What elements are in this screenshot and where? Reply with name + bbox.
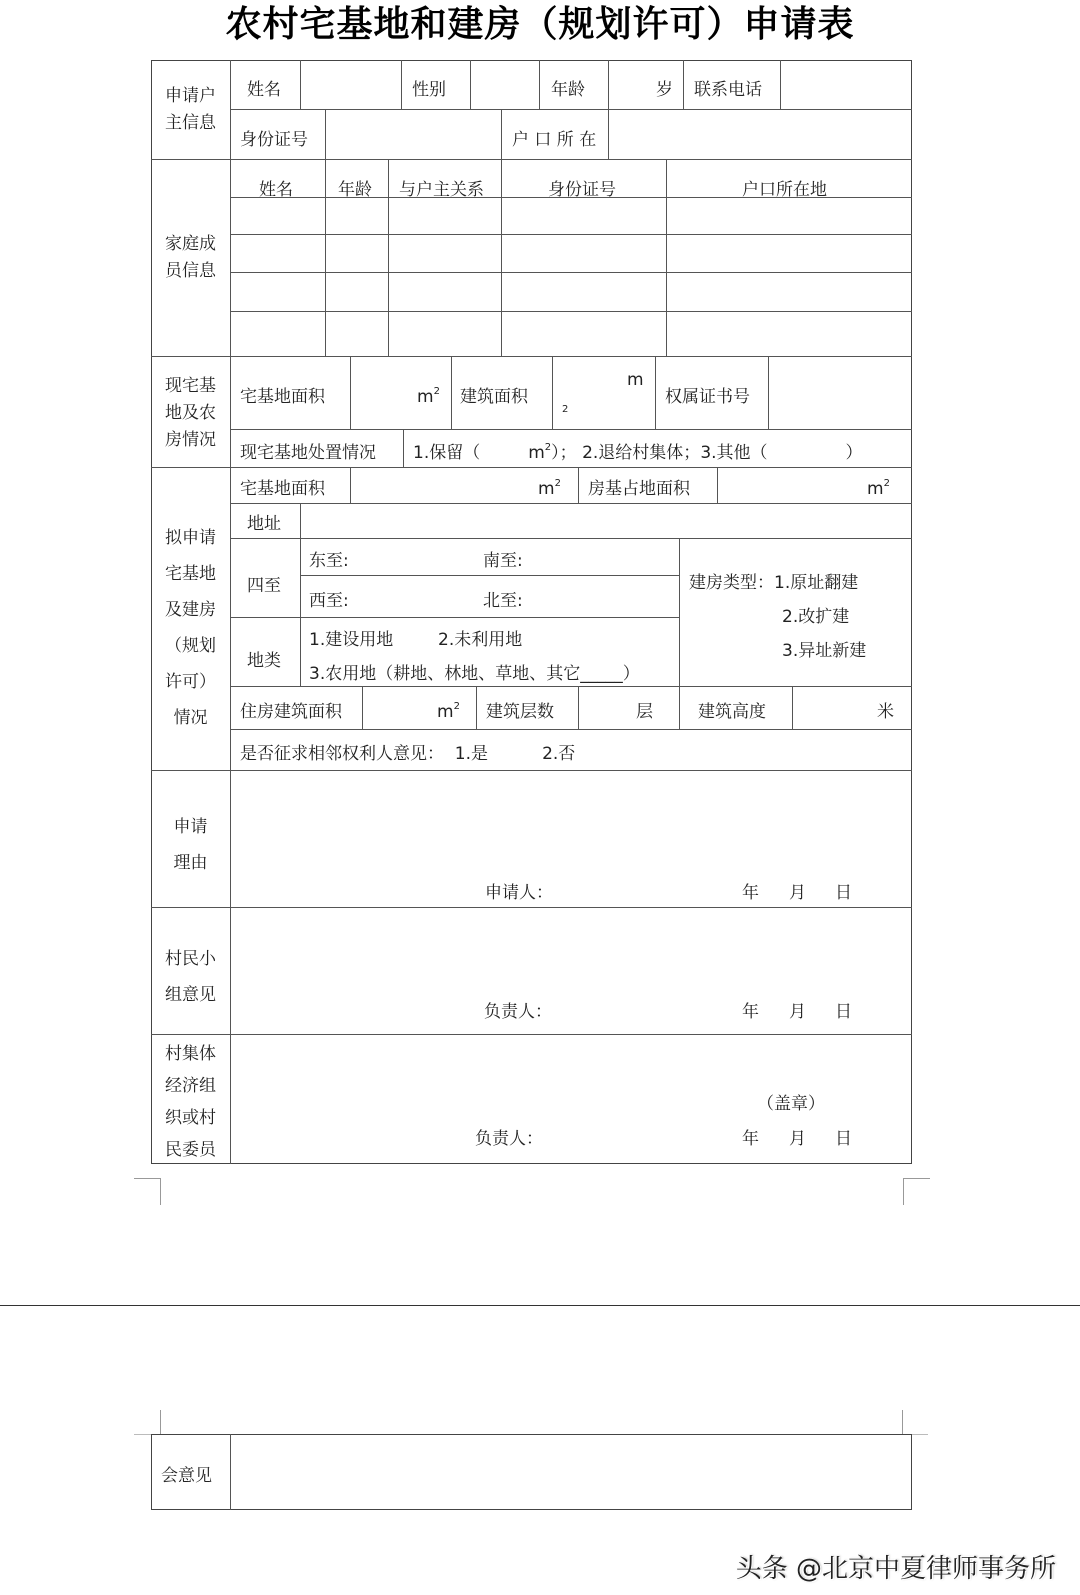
area-unit: $m^2$ (437, 701, 460, 722)
land-type-label: 地类 (247, 651, 281, 671)
cell-divider (578, 467, 579, 503)
cell-divider (470, 60, 471, 109)
reason-text-area[interactable] (232, 772, 910, 877)
row-divider (230, 686, 912, 687)
group-opinion-section-label: 村民小 组意见 (165, 949, 216, 1005)
family-col-id: 身份证号 (548, 180, 616, 200)
page-break-divider (0, 1305, 1080, 1306)
cell-divider (325, 109, 326, 159)
section-divider (151, 907, 912, 908)
family-col-hukou: 户口所在地 (742, 180, 827, 200)
north-boundary-label: 北至: (483, 591, 523, 611)
date-day: 日 (835, 1002, 852, 1022)
current-section-label: 现宅基 地及农 房情况 (165, 376, 216, 450)
crop-mark (903, 1178, 930, 1205)
cell-divider (300, 503, 301, 686)
land-type-option-construction[interactable]: 1.建设用地 (309, 630, 394, 650)
row-divider (230, 503, 912, 504)
north-boundary-field[interactable] (530, 578, 675, 615)
cell-divider (683, 60, 684, 109)
build-type-option-new-site[interactable]: 3.异址新建 (782, 641, 867, 661)
stamp-label: （盖章） (757, 1094, 825, 1114)
date-month: 月 (789, 1002, 806, 1022)
collective-signer-label: 负责人： (475, 1129, 543, 1149)
date-day: 日 (835, 883, 852, 903)
south-boundary-label: 南至: (483, 551, 523, 571)
label-column-divider (230, 60, 231, 1164)
cell-divider (679, 686, 680, 729)
cell-divider (768, 356, 769, 429)
neighbor-opinion-question[interactable]: 是否征求相邻权利人意见： 1.是 2.否 (240, 744, 576, 764)
row-divider (230, 197, 912, 198)
family-section-label: 家庭成 员信息 (165, 234, 216, 281)
collective-opinion-section-label: 村集体 经济组 织或村 民委员 (165, 1044, 216, 1160)
date-month: 月 (789, 883, 806, 903)
section-divider (151, 356, 912, 357)
applicant-id-field[interactable] (327, 111, 499, 157)
committee-opinion-text-area[interactable] (232, 1436, 910, 1508)
cell-divider (539, 60, 540, 109)
cell-divider (300, 60, 301, 109)
crop-mark (902, 1410, 903, 1434)
applicant-hukou-field[interactable] (610, 111, 910, 157)
row-divider (230, 272, 912, 273)
west-boundary-field[interactable] (355, 578, 475, 615)
land-type-option-unused[interactable]: 2.未利用地 (438, 630, 523, 650)
gender-label: 性别 (412, 80, 446, 100)
hukou-label: 户 口 所 在 (512, 130, 597, 150)
section-divider (151, 159, 912, 160)
boundaries-label: 四至 (247, 576, 281, 596)
applicant-section-label: 申请户 主信息 (165, 86, 216, 133)
family-member-row[interactable] (232, 236, 910, 271)
row-divider (300, 575, 679, 576)
south-boundary-field[interactable] (530, 541, 675, 573)
section-divider (151, 467, 912, 468)
cell-divider (451, 356, 452, 429)
date-year: 年 (742, 1002, 759, 1022)
age-label: 年龄 (551, 80, 585, 100)
east-boundary-field[interactable] (355, 541, 475, 573)
applicant-signature-label: 申请人： (485, 883, 553, 903)
applicant-name-field[interactable] (302, 62, 399, 108)
cell-divider (476, 686, 477, 729)
applicant-age-field[interactable] (610, 62, 660, 108)
current-building-area-label: 建筑面积 (460, 387, 528, 407)
east-boundary-label: 东至: (309, 551, 349, 571)
group-opinion-text-area[interactable] (232, 909, 910, 999)
cell-divider (780, 60, 781, 109)
row-divider (230, 538, 912, 539)
cell-divider (501, 109, 502, 159)
crop-mark (160, 1410, 161, 1434)
disposal-options[interactable]: 1.保留（ $m^2$）； 2.退给村集体；3.其他（ ） (413, 442, 863, 463)
section-divider (151, 1034, 912, 1035)
applicant-phone-field[interactable] (782, 62, 910, 108)
age-unit: 岁 (656, 80, 673, 100)
area-unit: $m^2$ (867, 478, 890, 499)
cell-divider (608, 109, 609, 159)
proposed-section-label: 拟申请 宅基地 及建房 （规划 许可） 情况 (165, 528, 216, 728)
crop-mark (134, 1178, 161, 1205)
cell-divider (350, 467, 351, 503)
area-unit-m: m (627, 370, 644, 390)
floors-field[interactable] (580, 688, 677, 727)
date-year: 年 (742, 883, 759, 903)
current-homestead-area-label: 宅基地面积 (240, 387, 325, 407)
name-label: 姓名 (247, 80, 281, 100)
document-title: 农村宅基地和建房（规划许可）申请表 (225, 4, 855, 45)
group-signer-label: 负责人： (484, 1002, 552, 1022)
area-unit: $m^2$ (417, 386, 440, 407)
west-boundary-label: 西至: (309, 591, 349, 611)
reason-section-label: 申请 理由 (173, 817, 208, 873)
cell-divider (679, 538, 680, 686)
applicant-gender-field[interactable] (472, 62, 538, 108)
address-field[interactable] (302, 505, 910, 536)
cell-divider (717, 467, 718, 503)
family-col-relation: 与户主关系 (399, 180, 484, 200)
cell-divider (401, 60, 402, 109)
footprint-area-label: 房基占地面积 (588, 479, 690, 499)
date-day: 日 (835, 1129, 852, 1149)
area-unit: $m^2$ (538, 478, 561, 499)
row-divider (230, 429, 912, 430)
house-area-label: 住房建筑面积 (240, 702, 342, 722)
disposal-label: 现宅基地处置情况 (240, 443, 376, 463)
date-year: 年 (742, 1129, 759, 1149)
build-type-option-expand[interactable]: 2.改扩建 (782, 607, 850, 627)
cell-divider (792, 686, 793, 729)
row-divider (230, 729, 912, 730)
height-unit: 米 (877, 702, 894, 722)
cell-divider (350, 356, 351, 429)
committee-opinion-label: 会意见 (161, 1466, 212, 1486)
family-member-row[interactable] (232, 199, 910, 233)
proposed-homestead-area-label: 宅基地面积 (240, 479, 325, 499)
section-divider (151, 770, 912, 771)
watermark-text: 头条 @北京中夏律师事务所 (735, 1554, 1056, 1584)
family-col-age: 年龄 (338, 180, 372, 200)
row-divider (230, 109, 912, 110)
family-col-name: 姓名 (259, 180, 293, 200)
id-number-label: 身份证号 (240, 130, 308, 150)
family-member-row[interactable] (232, 274, 910, 310)
area-unit-2: 2 (562, 404, 569, 415)
date-month: 月 (789, 1129, 806, 1149)
build-type-option-rebuild[interactable]: 建房类型：1.原址翻建 (689, 573, 859, 593)
cell-divider (578, 686, 579, 729)
floors-label: 建筑层数 (486, 702, 554, 722)
cell-divider (655, 356, 656, 429)
row-divider (230, 311, 912, 312)
address-label: 地址 (247, 514, 281, 534)
row-divider (230, 234, 912, 235)
cell-divider (403, 429, 404, 467)
row-divider (230, 617, 679, 618)
cell-divider (608, 60, 609, 109)
phone-label: 联系电话 (694, 80, 762, 100)
floors-unit: 层 (636, 702, 653, 722)
cell-divider (362, 686, 363, 729)
land-type-option-agricultural[interactable]: 3.农用地（耕地、林地、草地、其它_____） (309, 664, 640, 684)
cell-divider (552, 356, 553, 429)
cert-number-field[interactable] (770, 358, 910, 427)
label-column-divider (230, 1434, 231, 1510)
current-building-area-field[interactable] (554, 358, 653, 427)
building-height-label: 建筑高度 (698, 702, 766, 722)
cert-number-label: 权属证书号 (665, 387, 750, 407)
family-member-row[interactable] (232, 313, 910, 355)
